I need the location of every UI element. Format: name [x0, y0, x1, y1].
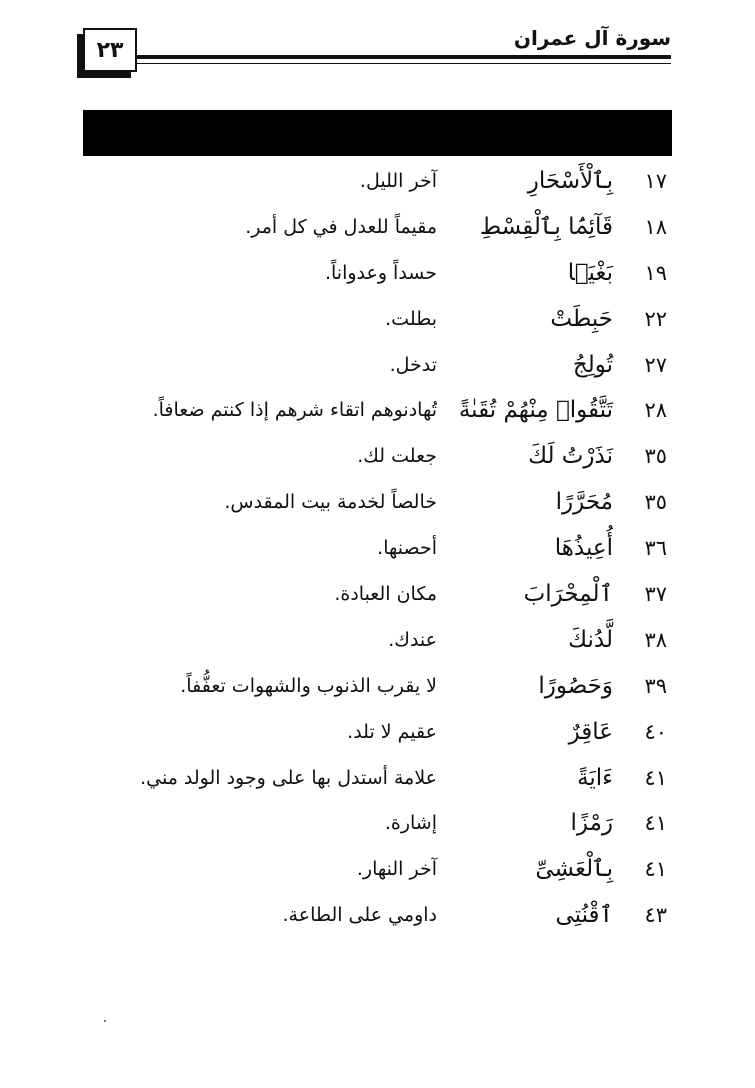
- black-banner: [83, 110, 672, 156]
- stray-dot: [104, 1020, 106, 1022]
- quran-word: حَبِطَتْ: [550, 305, 613, 332]
- glossary-list: [0, 158, 755, 938]
- word-meaning: لا يقرب الذنوب والشهوات تعفُّفاً.: [180, 674, 437, 697]
- quran-word: بَغْيَۢا: [567, 259, 613, 286]
- word-meaning: آخر النهار.: [356, 858, 437, 881]
- word-meaning: إشارة.: [384, 812, 437, 835]
- word-meaning: خالصاً لخدمة بيت المقدس.: [224, 491, 437, 514]
- quran-word: قَآئِمَۢا بِٱلْقِسْطِ: [479, 213, 613, 240]
- quran-word: تَتَّقُوا۟ مِنْهُمْ تُقَىٰةً: [458, 397, 613, 424]
- glossary-row: [0, 892, 755, 938]
- word-meaning: أحصنها.: [377, 537, 437, 560]
- quran-word: رَمْزًا: [570, 810, 613, 837]
- quran-word: بِٱلْأَسْحَارِ: [527, 167, 613, 194]
- glossary-row: [0, 709, 755, 755]
- glossary-row: [0, 342, 755, 388]
- quran-word: بِٱلْعَشِىِّ: [535, 856, 613, 883]
- verse-number: ١٩: [644, 260, 667, 285]
- surah-title: سورة آل عمران: [513, 26, 671, 50]
- word-meaning: بطلت.: [385, 307, 437, 330]
- verse-number: ٤٣: [644, 903, 667, 928]
- header-rule-thick: [135, 55, 671, 59]
- word-meaning: عندك.: [388, 628, 437, 651]
- word-meaning: علامة أستدل بها على وجود الولد مني.: [140, 766, 437, 789]
- glossary-row: [0, 755, 755, 801]
- verse-number: ٤١: [644, 811, 667, 836]
- glossary-row: [0, 387, 755, 433]
- quran-word: نَذَرْتُ لَكَ: [528, 443, 613, 470]
- quran-word: عَاقِرٌ: [568, 718, 613, 745]
- quran-word: لَّدُنكَ: [568, 626, 613, 653]
- quran-word: ءَايَةً: [577, 764, 613, 791]
- word-meaning: جعلت لك.: [357, 445, 437, 468]
- verse-number: ٢٧: [644, 352, 667, 377]
- glossary-row: [0, 800, 755, 846]
- verse-number: ٢٢: [644, 306, 667, 331]
- glossary-row: [0, 296, 755, 342]
- glossary-row: [0, 250, 755, 296]
- glossary-row: [0, 525, 755, 571]
- word-meaning: آخر الليل.: [359, 169, 437, 192]
- quran-word: تُولِجُ: [572, 351, 613, 378]
- page-number: ٢٣: [96, 37, 124, 63]
- word-meaning: تُهادنوهم اتقاء شرهم إذا كنتم ضعافاً.: [152, 399, 437, 422]
- word-meaning: مكان العبادة.: [334, 582, 437, 605]
- quran-word: ٱلْمِحْرَابَ: [523, 580, 613, 607]
- word-meaning: مقيماً للعدل في كل أمر.: [245, 215, 437, 238]
- glossary-row: [0, 479, 755, 525]
- word-meaning: عقيم لا تلد.: [347, 720, 437, 743]
- verse-number: ٣٩: [644, 673, 667, 698]
- quran-word: مُحَرَّرًا: [555, 489, 613, 516]
- glossary-row: [0, 204, 755, 250]
- glossary-row: [0, 158, 755, 204]
- header-rule-thin: [135, 63, 671, 64]
- verse-number: ٣٥: [644, 444, 667, 469]
- verse-number: ٤١: [644, 857, 667, 882]
- page-number-box: [83, 28, 137, 72]
- word-meaning: داومي على الطاعة.: [282, 904, 437, 927]
- verse-number: ٣٧: [644, 581, 667, 606]
- verse-number: ٢٨: [644, 398, 667, 423]
- glossary-row: [0, 571, 755, 617]
- glossary-row: [0, 846, 755, 892]
- word-meaning: حسداً وعدواناً.: [324, 261, 437, 284]
- glossary-row: [0, 663, 755, 709]
- word-meaning: تدخل.: [389, 353, 437, 376]
- quran-word: ٱقْنُتِى: [555, 902, 613, 929]
- verse-number: ٤٠: [644, 719, 667, 744]
- glossary-row: [0, 617, 755, 663]
- verse-number: ٣٥: [644, 490, 667, 515]
- quran-word: أُعِيذُهَا: [554, 535, 613, 562]
- verse-number: ١٧: [644, 168, 667, 193]
- verse-number: ٣٦: [644, 536, 667, 561]
- verse-number: ٤١: [644, 765, 667, 790]
- verse-number: ١٨: [644, 214, 667, 239]
- glossary-row: [0, 433, 755, 479]
- quran-word: وَحَصُورًا: [538, 672, 613, 699]
- verse-number: ٣٨: [644, 627, 667, 652]
